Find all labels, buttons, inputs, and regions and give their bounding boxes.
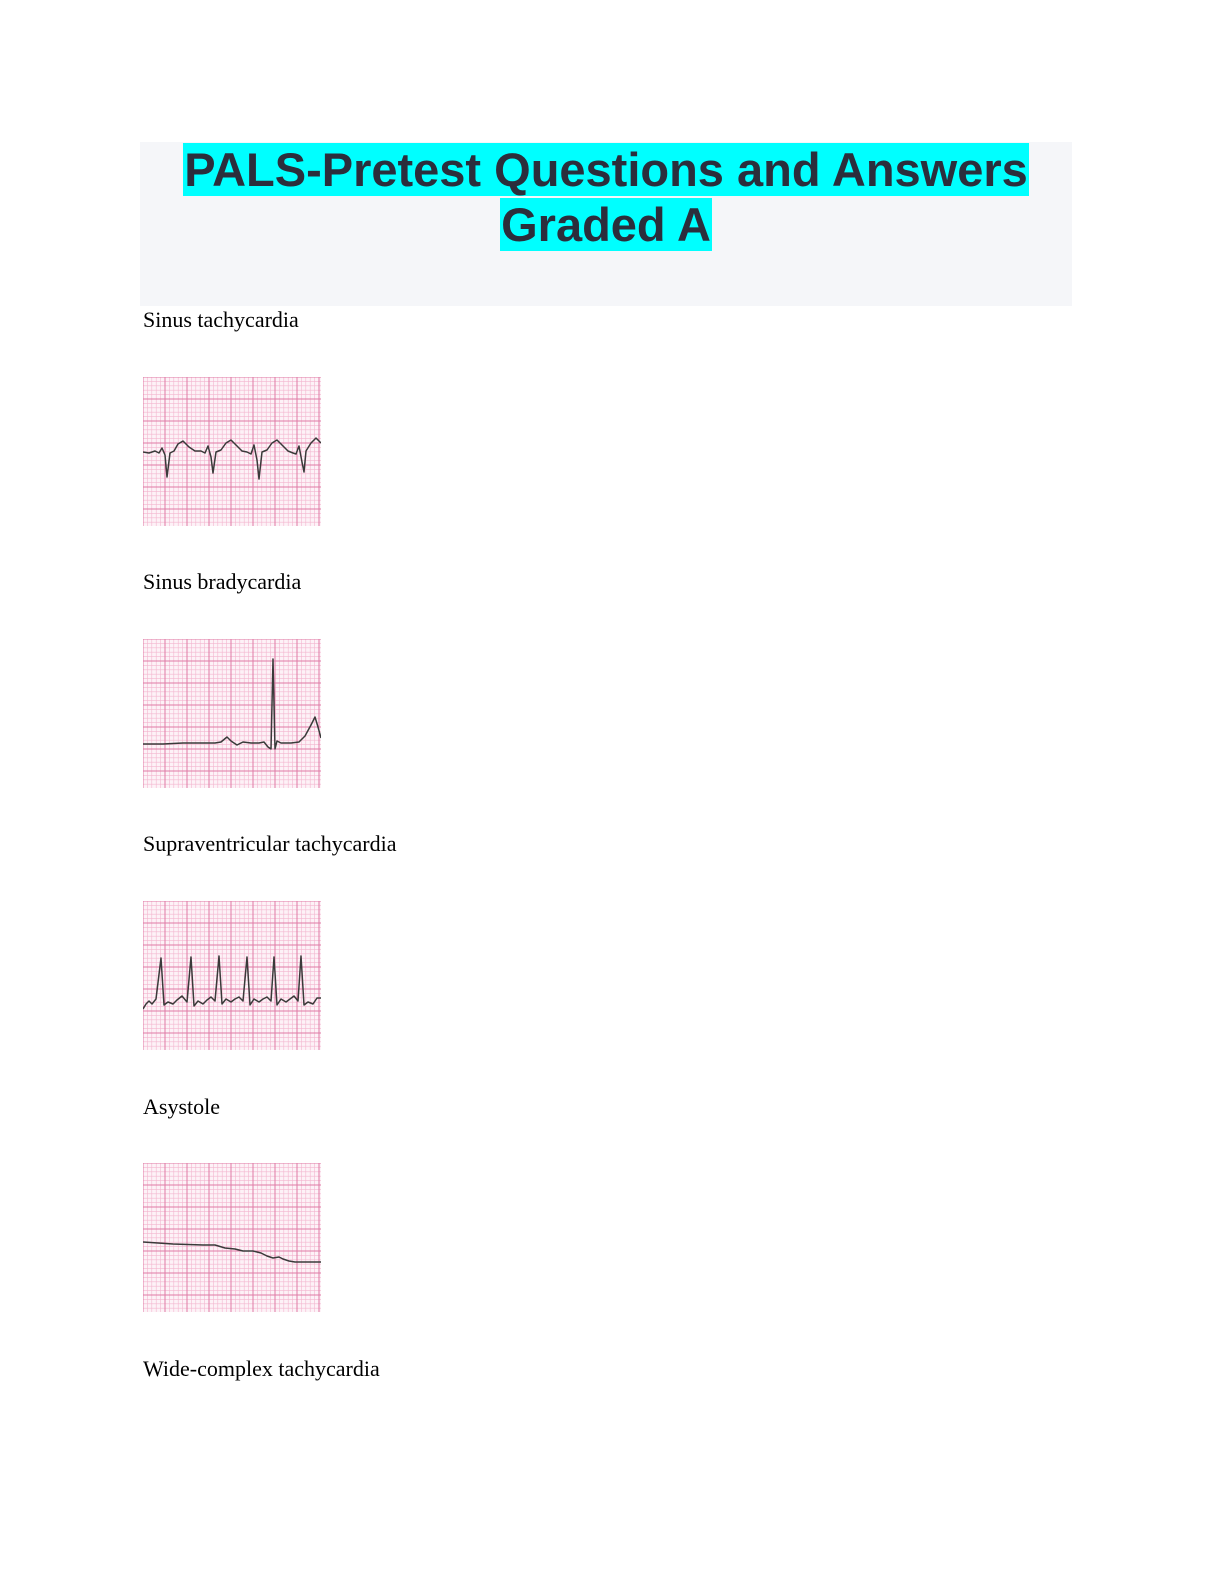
page-title [140,142,1072,252]
rhythm-label-supraventricular-tachycardia: Supraventricular tachycardia [143,831,397,856]
ecg-strip-sinus-bradycardia [143,639,321,788]
title-line-2: Graded A [501,198,711,251]
rhythm-label-asystole: Asystole [143,1094,220,1119]
title-line-1: PALS-Pretest Questions and Answers [184,143,1028,196]
rhythm-label-sinus-bradycardia: Sinus bradycardia [143,569,302,594]
rhythm-label-sinus-tachycardia: Sinus tachycardia [143,307,299,332]
ecg-strip-supraventricular-tachycardia [143,901,321,1050]
ecg-strip-asystole [143,1163,321,1312]
ecg-strip-sinus-tachycardia [143,377,321,526]
rhythm-label-wide-complex-tachycardia: Wide-complex tachycardia [143,1356,380,1381]
